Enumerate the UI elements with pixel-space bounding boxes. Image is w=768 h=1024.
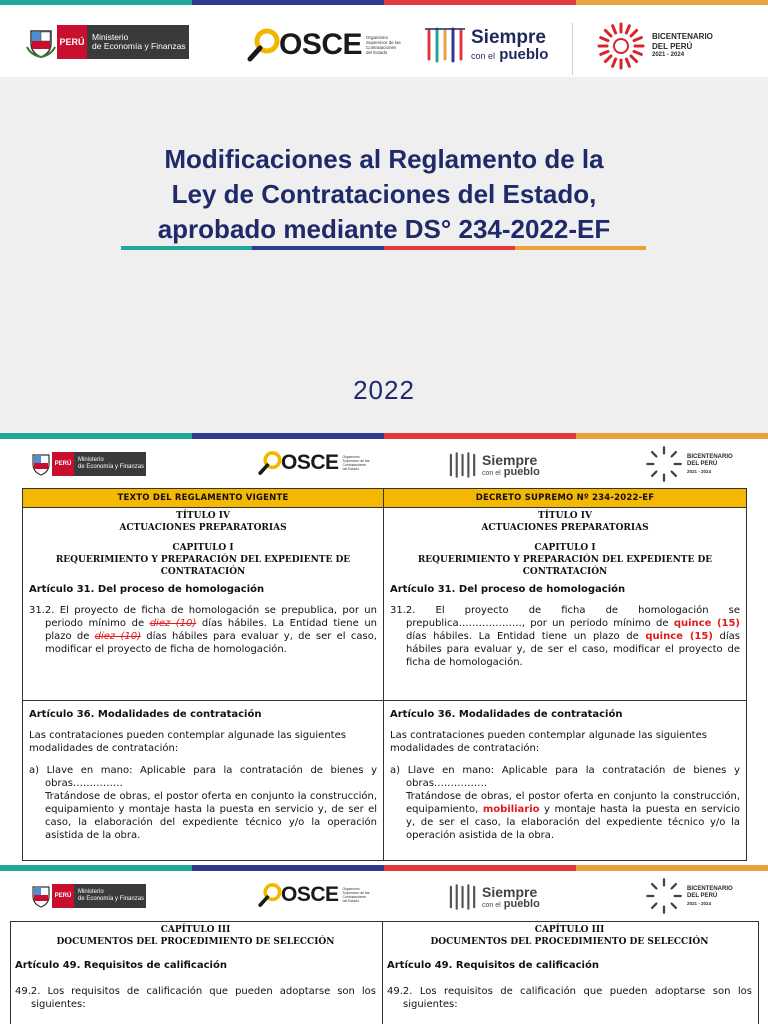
bicentenario-text: BICENTENARIO DEL PERÚ 2021 - 2024 bbox=[652, 32, 713, 59]
pillars-icon bbox=[448, 450, 480, 480]
presentation-title bbox=[0, 142, 768, 247]
bicentenario-sun-icon bbox=[596, 21, 646, 71]
comparison-table-2 bbox=[10, 921, 759, 1024]
magnifier-icon bbox=[247, 27, 283, 63]
logo-header bbox=[0, 5, 768, 77]
osce-subtitle: Organismo Supervisor de las Contrataciones del Estado bbox=[366, 34, 401, 56]
cell-current-art36: Artículo 36. Modalidades de contratación Las contrataciones pueden contemplar algunade las siguientes modalidades de contratación: a) Llave en mano: Aplicable para la contratación de bienes y obras…………… Tratándose de obras, el postor oferta en conjunto la construcción, equipamiento y montaje hasta la puesta en servicio y, de ser el caso, la elaboración del expediente técnico y/o la operación asistida de la obra. bbox=[23, 701, 384, 861]
title-line-2: Ley de Contrataciones del Estado, bbox=[171, 179, 597, 209]
bicentenario-logo: BICENTENARIO DEL PERÚ 2021 - 2024 bbox=[645, 445, 733, 483]
year-label: 2022 bbox=[353, 375, 415, 405]
pillars-icon bbox=[448, 882, 480, 912]
paragraph-49-2-decree: 49.2. Los requisitos de calificación que pueden adoptarse son los siguientes: bbox=[387, 986, 752, 1010]
column-header-current: TEXTO DEL REGLAMENTO VIGENTE bbox=[23, 489, 384, 508]
siempre-text: Siempre con el pueblo bbox=[471, 27, 549, 63]
bicentenario-sun-icon bbox=[645, 445, 683, 483]
logo-header bbox=[0, 871, 768, 921]
siempre-logo: Siempre con el pueblo bbox=[448, 449, 540, 481]
comparison-table-1 bbox=[22, 488, 747, 861]
peru-label: PERÚ bbox=[57, 25, 87, 59]
cover-slide bbox=[0, 0, 768, 433]
title-line-1: Modificaciones al Reglamento de la bbox=[164, 144, 604, 174]
table-row bbox=[11, 922, 759, 1024]
mef-logo: PERÚ Ministerio de Economía y Finanzas bbox=[30, 883, 146, 909]
osce-name: OSCE bbox=[279, 28, 363, 61]
comparison-slide-2 bbox=[0, 865, 768, 1024]
article-31-heading: Artículo 31. Del proceso de homologación bbox=[390, 584, 626, 595]
logo-header bbox=[0, 439, 768, 489]
bicentenario-logo bbox=[596, 21, 713, 71]
ministerio-line2: de Economía y Finanzas bbox=[92, 41, 186, 51]
cell-decree-art31: TÍTULO IV ACTUACIONES PREPARATORIAS CAPITULO I REQUERIMIENTO Y PREPARACIÓN DEL EXPEDIENTE DE CONTRATACIÓN Artículo 31. Del proceso de homologación 31.2. El proyecto de ficha de homologación se prepublica………………., por un periodo mínimo de quince (15) días hábiles. La Entidad tiene un plazo de quince (15) días hábiles para evaluar y, de ser el caso, modificar el proyecto de ficha de homologación. bbox=[384, 508, 747, 701]
table-row bbox=[23, 701, 747, 861]
logo-separator bbox=[572, 23, 573, 75]
mef-logo: PERÚ Ministerio de Economía y Finanzas bbox=[30, 451, 146, 477]
coat-of-arms-icon bbox=[25, 25, 57, 59]
column-header-decree: DECRETO SUPREMO Nº 234-2022-EF bbox=[384, 489, 747, 508]
osce-logo: OSCE Organismo Supervisor de las Contrataciones del Estado bbox=[258, 881, 370, 909]
ministerio-label bbox=[87, 25, 189, 59]
cell-decree-art36: Artículo 36. Modalidades de contratación Las contrataciones pueden contemplar algunade las siguientes modalidades de contratación: a) Llave en mano: Aplicable para la contratación de bienes y obras……………. Tratándose de obras, el postor oferta en conjunto la construcción, equipamiento, mobiliario y montaje hasta la puesta en servicio y, de ser el caso, la elaboración del expediente técnico y/o la operación asistida de la obra. bbox=[384, 701, 747, 861]
table-header-row bbox=[23, 489, 747, 508]
cell-current-art49: CAPÍTULO III DOCUMENTOS DEL PROCEDIMIENTO DE SELECCIÓN Artículo 49. Requisitos de calificación 49.2. Los requisitos de calificación que pueden adoptarse son los siguientes: bbox=[11, 922, 383, 1024]
bicentenario-logo: BICENTENARIO DEL PERÚ 2021 - 2024 bbox=[645, 877, 733, 915]
table-row bbox=[23, 508, 747, 701]
osce-logo bbox=[247, 27, 401, 63]
coat-of-arms-icon bbox=[30, 883, 52, 909]
article-36-heading: Artículo 36. Modalidades de contratación bbox=[29, 709, 262, 720]
article-36-heading: Artículo 36. Modalidades de contratación bbox=[390, 709, 623, 720]
siempre-logo bbox=[425, 25, 548, 65]
article-49-heading: Artículo 49. Requisitos de calificación bbox=[387, 960, 599, 971]
article-49-heading: Artículo 49. Requisitos de calificación bbox=[15, 960, 227, 971]
title-underline bbox=[121, 246, 646, 250]
paragraph-49-2-current: 49.2. Los requisitos de calificación que pueden adoptarse son los siguientes: bbox=[15, 986, 376, 1010]
cell-decree-art49: CAPÍTULO III DOCUMENTOS DEL PROCEDIMIENTO DE SELECCIÓN Artículo 49. Requisitos de calificación 49.2. Los requisitos de calificación que pueden adoptarse son los siguientes: bbox=[383, 922, 759, 1024]
cell-current-art31: TÍTULO IV ACTUACIONES PREPARATORIAS CAPITULO I REQUERIMIENTO Y PREPARACIÓN DEL EXPEDIENTE DE CONTRATACIÓN Artículo 31. Del proceso de homologación 31.2. El proyecto de ficha de homologación se prepublica, por un periodo mínimo de diez (10) días hábiles. La Entidad tiene un plazo de diez (10) días hábiles para evaluar y, de ser el caso, modificar el proyecto de ficha de homologación. bbox=[23, 508, 384, 701]
paragraph-31-2-current: 31.2. El proyecto de ficha de homologación se prepublica, por un periodo mínimo de diez (10) días hábiles. La Entidad tiene un plazo de diez (10) días hábiles para evaluar y, de ser el caso, modificar el proyecto de ficha de homologación. bbox=[29, 605, 377, 655]
ministerio-line1: Ministerio bbox=[92, 31, 129, 42]
paragraph-31-2-decree: 31.2. El proyecto de ficha de homologación se prepublica………………., por un periodo mínimo de quince (15) días hábiles. La Entidad tiene un plazo de quince (15) días hábiles para evaluar y, de ser el caso, modificar el proyecto de ficha de homologación. bbox=[390, 605, 740, 668]
osce-logo: OSCE Organismo Supervisor de las Contrataciones del Estado bbox=[258, 449, 370, 477]
comparison-slide-1 bbox=[0, 433, 768, 865]
siempre-logo: Siempre con el pueblo bbox=[448, 881, 540, 913]
pillars-icon bbox=[425, 25, 469, 65]
coat-of-arms-icon bbox=[30, 451, 52, 477]
title-line-3: aprobado mediante DS° 234-2022-EF bbox=[157, 214, 611, 244]
bicentenario-sun-icon bbox=[645, 877, 683, 915]
mef-logo bbox=[25, 25, 189, 59]
article-31-heading: Artículo 31. Del proceso de homologación bbox=[29, 584, 265, 595]
